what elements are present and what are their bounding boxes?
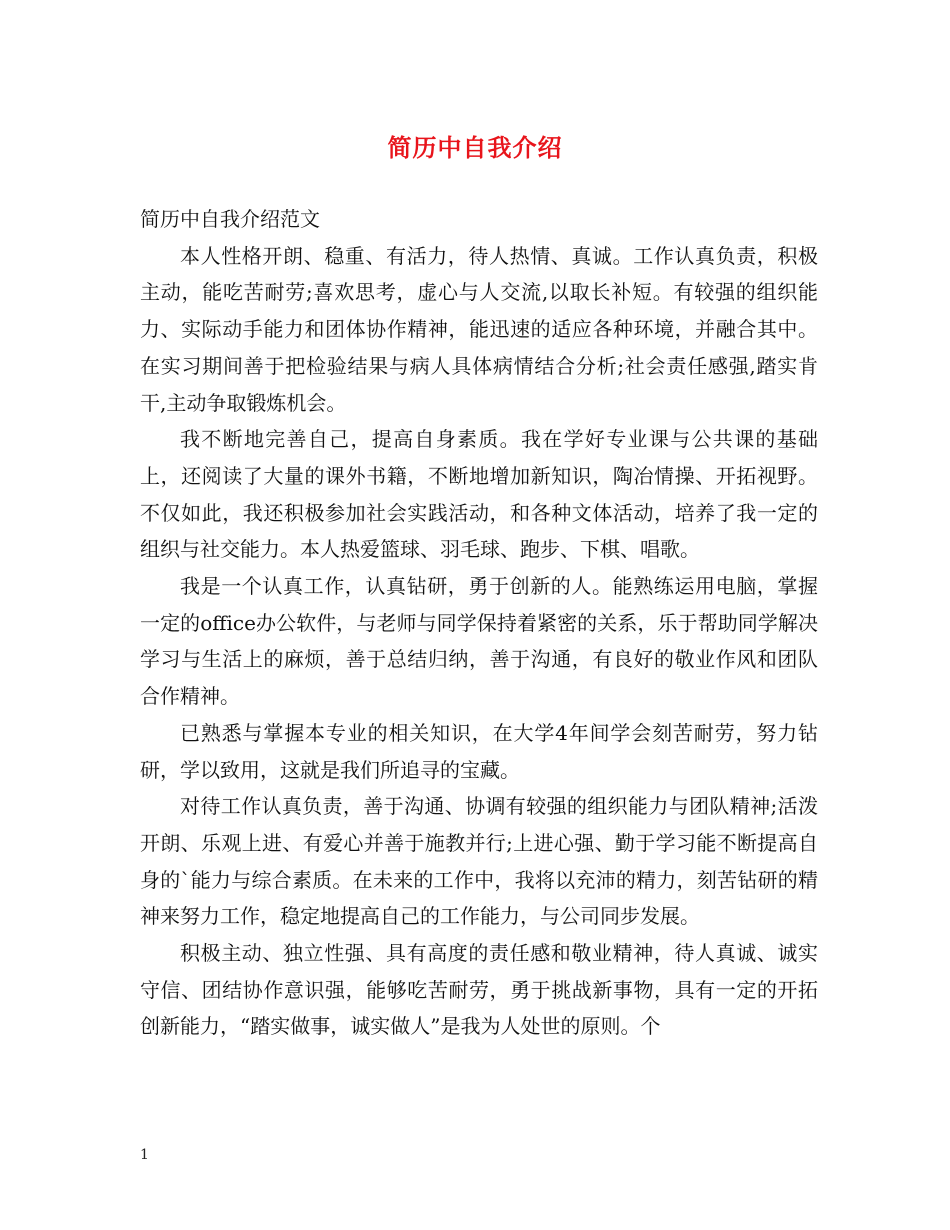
paragraph-3: 我是一个认真工作，认真钻研，勇于创新的人。能熟练运用电脑，掌握一定的office办公软件，与老师与同学保持着紧密的关系，乐于帮助同学解决学习与生活上的麻烦，善于总结归纳，善于沟通，有良好的敬业作风和团队合作精神。 (140, 574, 818, 709)
document-title: 简历中自我介绍 (387, 133, 563, 162)
document-subtitle: 简历中自我介绍范文 (140, 207, 320, 231)
paragraph-2: 我不断地完善自己，提高自身素质。我在学好专业课与公共课的基础上，还阅读了大量的课外书籍，不断地增加新知识，陶冶情操、开拓视野。不仅如此，我还积极参加社会实践活动，和各种文体活动，培养了我一定的组织与社交能力。本人热爱篮球、羽毛球、跑步、下棋、唱歌。 (140, 427, 818, 562)
paragraph-4: 已熟悉与掌握本专业的相关知识，在大学4年间学会刻苦耐劳，努力钻研，学以致用，这就是我们所追寻的宝藏。 (140, 720, 818, 782)
paragraph-5: 对待工作认真负责，善于沟通、协调有较强的组织能力与团队精神;活泼开朗、乐观上进、有爱心并善于施教并行;上进心强、勤于学习能不断提高自身的`能力与综合素质。在未来的工作中，我将以充沛的精力，刻苦钻研的精神来努力工作，稳定地提高自己的工作能力，与公司同步发展。 (140, 794, 818, 929)
page-number: 1 (140, 1147, 149, 1163)
paragraph-6: 积极主动、独立性强、具有高度的责任感和敬业精神，待人真诚、诚实守信、团结协作意识强，能够吃苦耐劳，勇于挑战新事物，具有一定的开拓创新能力，“踏实做事，诚实做人”是我为人处世的原则。个 (140, 941, 818, 1039)
paragraph-1: 本人性格开朗、稳重、有活力，待人热情、真诚。工作认真负责，积极主动，能吃苦耐劳;喜欢思考，虚心与人交流,以取长补短。有较强的组织能力、实际动手能力和团体协作精神，能迅速的适应各种环境，并融合其中。在实习期间善于把检验结果与病人具体病情结合分析;社会责任感强,踏实肯干,主动争取锻炼机会。 (140, 243, 818, 415)
document-body (140, 201, 818, 1045)
